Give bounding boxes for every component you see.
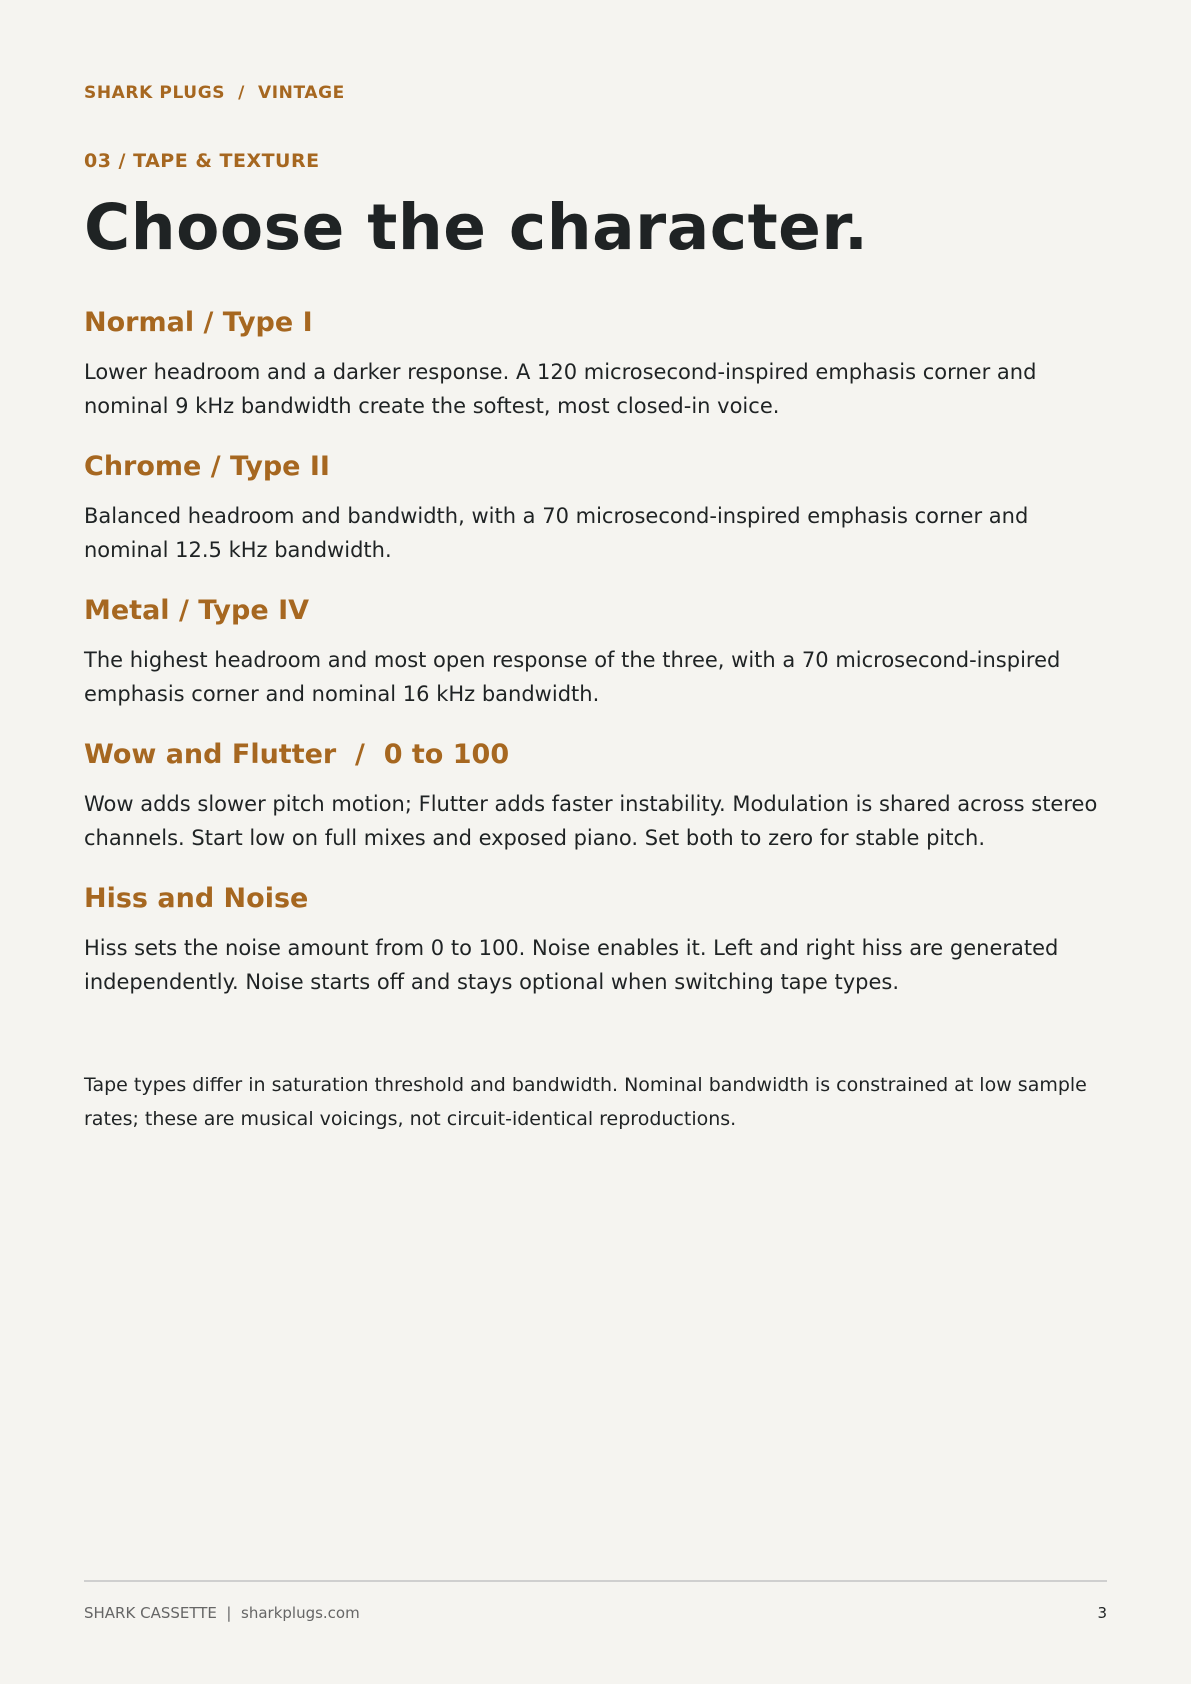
brand-label: SHARK PLUGS / VINTAGE — [84, 83, 345, 103]
sections-list — [84, 303, 1107, 1023]
section-chrome-type-ii — [84, 447, 1107, 567]
section-normal-type-i — [84, 303, 1107, 423]
section-body: Hiss sets the noise amount from 0 to 100. Noise enables it. Left and right hiss are generated independently. Noise starts off and stays optional when switching tape types. — [84, 936, 1059, 994]
section-wow-and-flutter — [84, 735, 1107, 855]
page-number: 3 — [1097, 1604, 1107, 1622]
footnote: Tape types differ in saturation threshold and bandwidth. Nominal bandwidth is constrained at low sample rates; these are musical voicings, not circuit-identical reproductions. — [84, 1074, 1087, 1130]
section-metal-type-iv — [84, 591, 1107, 711]
section-hiss-and-noise — [84, 879, 1107, 999]
section-heading: Wow and Flutter / 0 to 100 — [84, 739, 510, 770]
section-body: Balanced headroom and bandwidth, with a 70 microsecond-inspired emphasis corner and nominal 12.5 kHz bandwidth. — [84, 504, 1029, 562]
section-body: Wow adds slower pitch motion; Flutter adds faster instability. Modulation is shared across stereo channels. Start low on full mixes and exposed piano. Set both to zero for stable pitch. — [84, 792, 1098, 850]
section-body: The highest headroom and most open response of the three, with a 70 microsecond-inspired emphasis corner and nominal 16 kHz bandwidth. — [84, 648, 1061, 706]
section-heading: Metal / Type IV — [84, 595, 310, 626]
section-heading: Hiss and Noise — [84, 883, 309, 914]
footer-divider — [84, 1580, 1107, 1582]
section-heading: Chrome / Type II — [84, 451, 330, 482]
page-title: Choose the character. — [84, 191, 869, 264]
section-heading: Normal / Type I — [84, 307, 313, 338]
footer-brand: SHARK CASSETTE | sharkplugs.com — [84, 1604, 360, 1622]
section-body: Lower headroom and a darker response. A 120 microsecond-inspired emphasis corner and nominal 9 kHz bandwidth create the softest, most closed-in voice. — [84, 360, 1037, 418]
section-kicker: 03 / TAPE & TEXTURE — [84, 150, 320, 172]
